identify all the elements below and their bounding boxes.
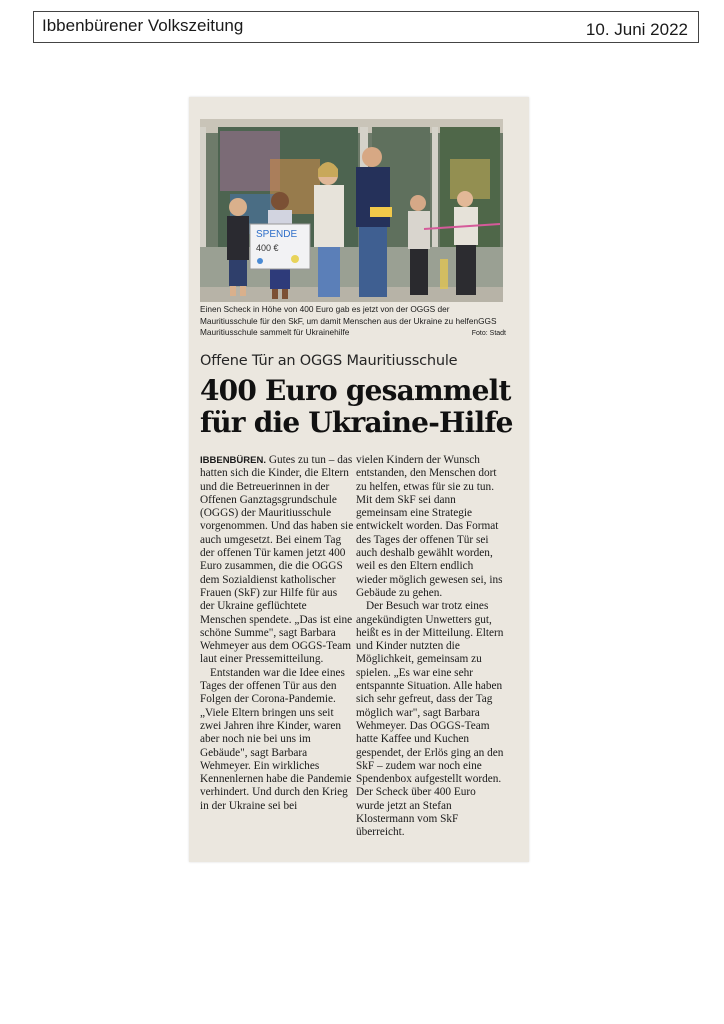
dateline: IBBENBÜREN. (200, 455, 266, 466)
headline-line-1: 400 Euro gesammelt (200, 374, 511, 407)
article-photo (200, 119, 503, 302)
newspaper-header (33, 11, 699, 43)
article-column-left (200, 454, 354, 813)
sign-text: SPENDE (256, 229, 298, 240)
photo-illustration (200, 119, 503, 302)
paragraph (200, 454, 354, 667)
paragraph-text: Gutes zu tun – das hatten sich die Kinder, die Eltern und die Betreuerinnen in der Offenen Ganztagsgrundschule (OGGS) der Mauritiusschule vorgenommen. Und das haben sie auch umgesetzt. Bei einem Tag der offenen Tür kamen jetzt 400 Euro zusammen, die die OGGS dem Sozialdienst katholischer Frauen (SkF) zur Hilfe für aus der Ukraine geflüchtete Menschen spendete. „Das ist eine schöne Summe", sagt Barbara Wehmeyer aus dem OGGS-Team laut einer Pressemitteilung. (200, 454, 354, 666)
newspaper-clipping (189, 97, 529, 862)
caption-text: Einen Scheck in Höhe von 400 Euro gab es jetzt von der OGGS der Mauritiusschule für den SkF, um damit Menschen aus der Ukraine zu helfenGGS Mauritiusschule sammelt für Ukrainehilfe (200, 304, 497, 338)
newspaper-name: Ibbenbürener Volkszeitung (42, 16, 244, 35)
article-column-right (356, 454, 506, 840)
sign-amount: 400 € (256, 243, 279, 253)
paragraph: vielen Kindern der Wunsch entstanden, den Menschen dort zu helfen, etwas für sie zu tun. Mit dem SkF sei dann gemeinsam eine Strategie entwickelt worden. Das Format des Tages der offenen Tür sei auch deshalb gewählt worden, weil es den Eltern endlich wieder möglich gewesen sei, ins Gebäude zu gehen. (356, 454, 503, 599)
photo-caption (200, 304, 506, 340)
article-headline (200, 375, 520, 439)
paragraph: Der Besuch war trotz eines angekündigten Unwetters gut, heißt es in der Mitteilung. Eltern und Kinder nutzten die Möglichkeit, gemeinsam zu spielen. „Es war eine sehr entspannte Situation. Alle haben sich sehr gefreut, dass der Tag möglich war", sagt Barbara Wehmeyer. Das OGGS-Team hatte Kaffee und Kuchen gespendet, der Erlös ging an den SkF – zudem war noch eine Spendenbox aufgestellt worden. Der Scheck über 400 Euro wurde jetzt an Stefan Klostermann vom SkF überreicht. (356, 600, 504, 839)
photo-credit: Foto: Stadt (471, 330, 506, 338)
paragraph: Entstanden war die Idee eines Tages der offenen Tür aus den Folgen der Corona-Pandemie. „Viele Eltern bringen uns seit zwei Jahren ihre Kinder, waren aber noch nie bei uns im Gebäude", sagt Barbara Wehmeyer. Ein wirkliches Kennenlernen habe die Pandemie verhindert. Und durch den Krieg in der Ukraine sei bei (200, 666, 352, 812)
article-kicker: Offene Tür an OGGS Mauritiusschule (200, 353, 458, 369)
publication-date: 10. Juni 2022 (585, 20, 688, 39)
headline-line-2: für die Ukraine-Hilfe (200, 406, 513, 439)
